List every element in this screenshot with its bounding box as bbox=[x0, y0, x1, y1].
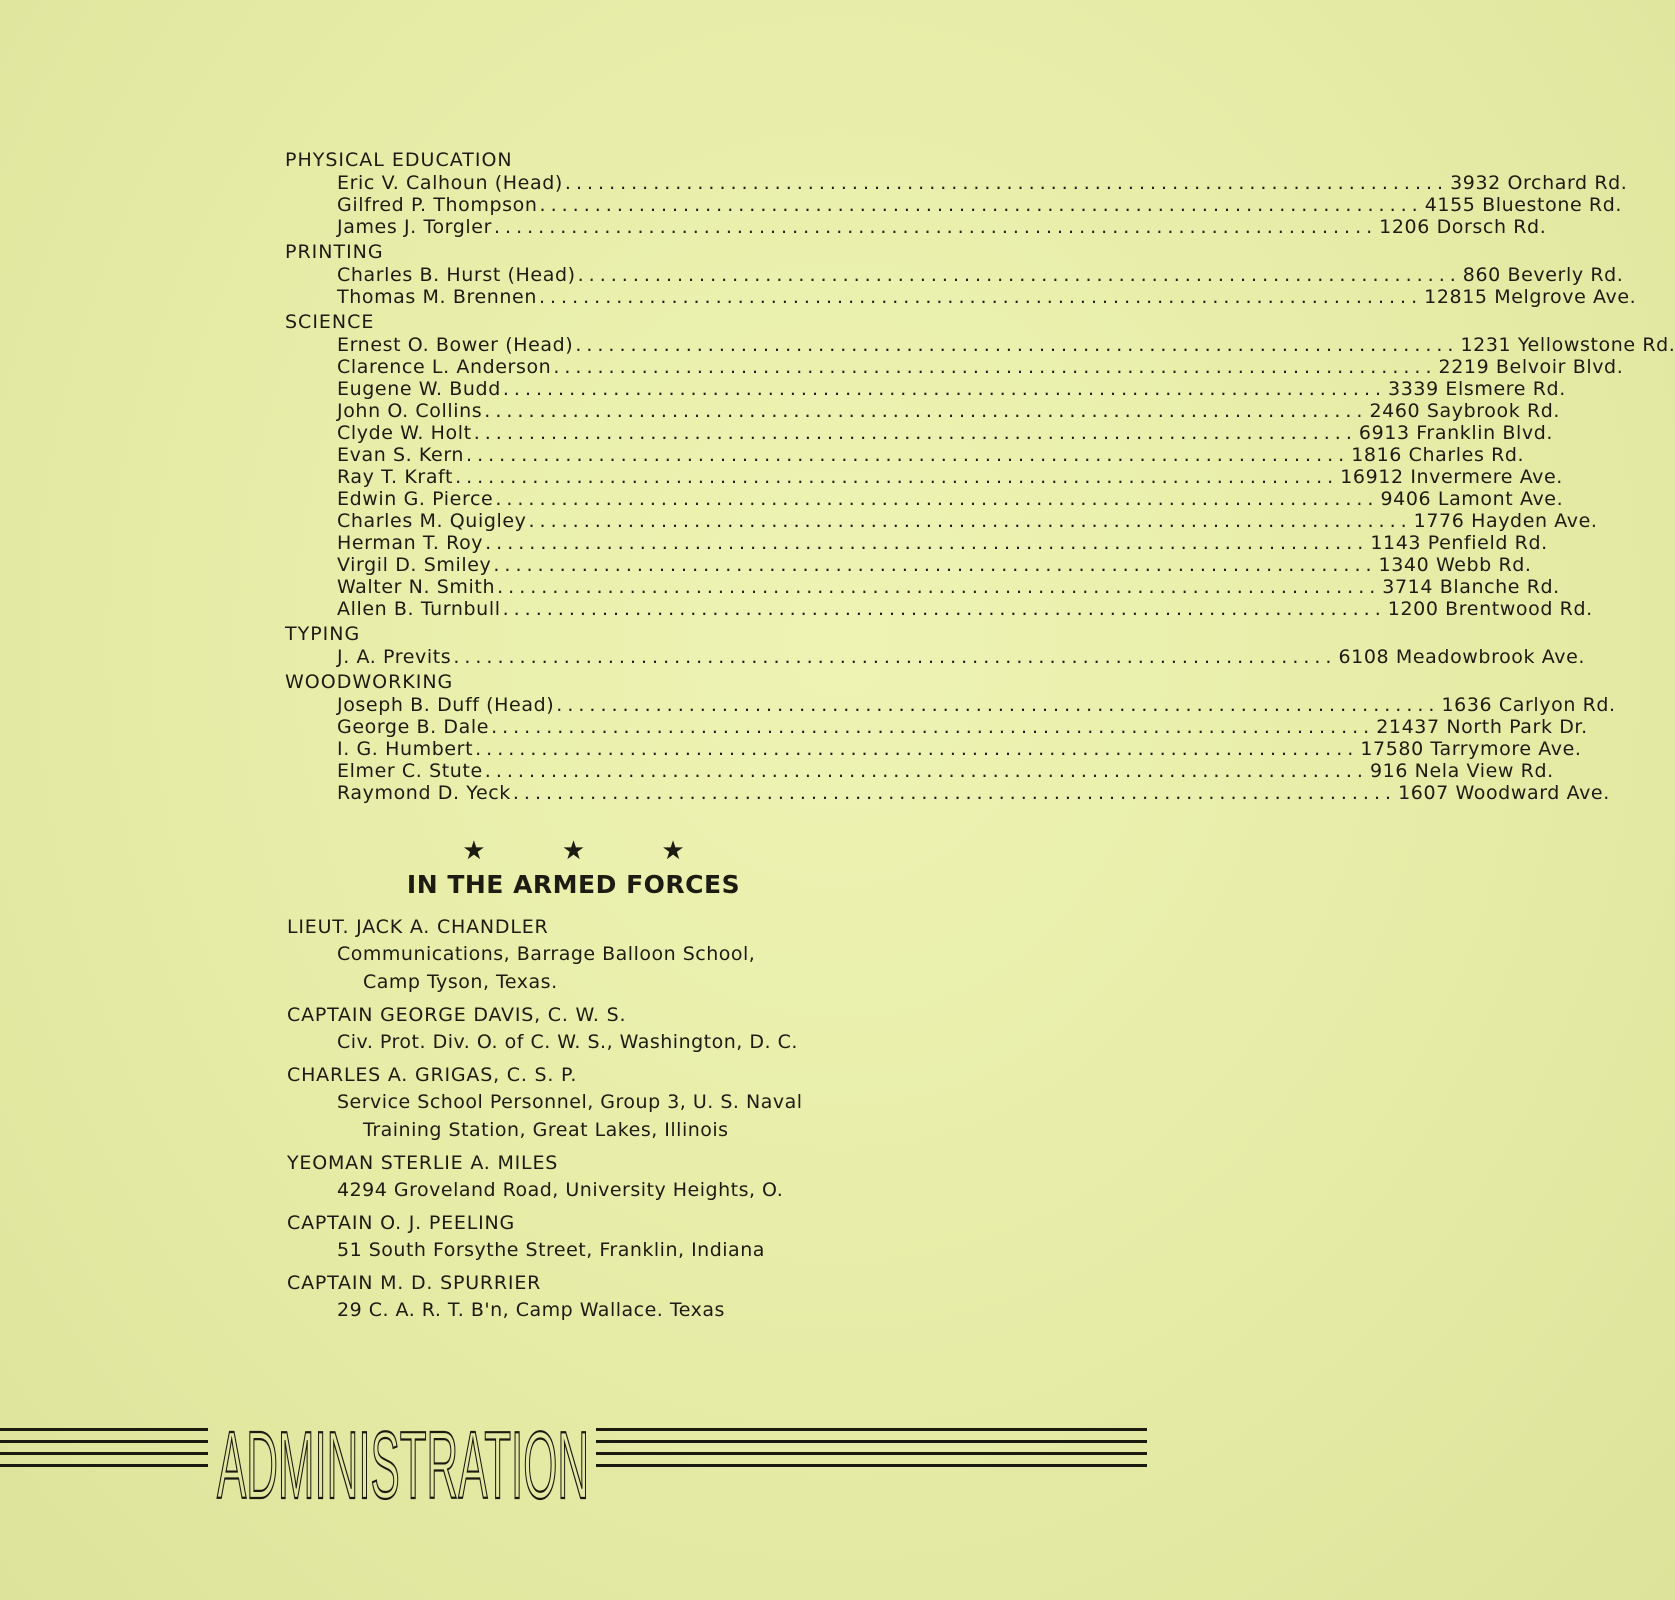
service-member-name: LIEUT. JACK A. CHANDLER bbox=[287, 916, 549, 938]
faculty-entry bbox=[337, 422, 1554, 444]
faculty-name: Ernest O. Bower (Head) bbox=[337, 334, 574, 356]
service-member bbox=[287, 1270, 887, 1324]
banner-text: ADMINISTRATION bbox=[217, 1412, 589, 1519]
faculty-address: 4155 Bluestone Rd. bbox=[1424, 194, 1623, 216]
faculty-address: 3714 Blanche Rd. bbox=[1382, 576, 1560, 598]
faculty-address: 2460 Saybrook Rd. bbox=[1369, 400, 1561, 422]
rule-line bbox=[596, 1440, 1147, 1443]
dot-leader bbox=[556, 694, 1439, 716]
faculty-entry bbox=[337, 554, 1532, 576]
faculty-entry bbox=[337, 334, 1675, 356]
faculty-address: 1776 Hayden Ave. bbox=[1413, 510, 1598, 532]
rule-line bbox=[596, 1428, 1147, 1431]
service-member-detail: Service School Personnel, Group 3, U. S. Naval bbox=[337, 1091, 803, 1113]
dot-leader bbox=[540, 194, 1423, 216]
dot-leader bbox=[475, 738, 1358, 760]
faculty-address: 3339 Elsmere Rd. bbox=[1388, 378, 1566, 400]
faculty-entry bbox=[337, 576, 1560, 598]
dot-leader bbox=[575, 334, 1458, 356]
service-member-name: CAPTAIN O. J. PEELING bbox=[287, 1212, 516, 1234]
dot-leader bbox=[503, 378, 1386, 400]
faculty-name: Clyde W. Holt bbox=[337, 422, 472, 444]
faculty-name: Eric V. Calhoun (Head) bbox=[337, 172, 563, 194]
service-member bbox=[287, 1002, 887, 1056]
dot-leader bbox=[539, 286, 1422, 308]
faculty-name: James J. Torgler bbox=[337, 216, 492, 238]
department-entries bbox=[337, 264, 1637, 308]
faculty-entry bbox=[337, 466, 1563, 488]
faculty-address: 6913 Franklin Blvd. bbox=[1358, 422, 1554, 444]
department-heading: SCIENCE bbox=[285, 311, 375, 333]
faculty-name: Charles B. Hurst (Head) bbox=[337, 264, 576, 286]
armed-forces-title: IN THE ARMED FORCES bbox=[406, 870, 741, 899]
faculty-name: Virgil D. Smiley bbox=[337, 554, 492, 576]
faculty-entry bbox=[337, 532, 1548, 554]
faculty-entry bbox=[337, 286, 1637, 308]
dot-leader bbox=[497, 576, 1380, 598]
faculty-name: George B. Dale bbox=[337, 716, 490, 738]
faculty-address: 1231 Yellowstone Rd. bbox=[1460, 334, 1675, 356]
faculty-entry bbox=[337, 264, 1624, 286]
faculty-entry bbox=[337, 356, 1624, 378]
faculty-name: I. G. Humbert bbox=[337, 738, 474, 760]
service-member-name: CAPTAIN GEORGE DAVIS, C. W. S. bbox=[287, 1004, 627, 1026]
department-heading: TYPING bbox=[285, 623, 361, 645]
faculty-name: Clarence L. Anderson bbox=[337, 356, 552, 378]
right-rule-lines bbox=[596, 1428, 1147, 1476]
dot-leader bbox=[503, 598, 1386, 620]
faculty-name: Edwin G. Pierce bbox=[337, 488, 494, 510]
faculty-entry bbox=[337, 694, 1616, 716]
dot-leader bbox=[485, 760, 1368, 782]
service-member-detail: Civ. Prot. Div. O. of C. W. S., Washington, D. C. bbox=[337, 1031, 798, 1053]
faculty-address: 1607 Woodward Ave. bbox=[1398, 782, 1610, 804]
service-member-detail: 29 C. A. R. T. B'n, Camp Wallace. Texas bbox=[337, 1299, 725, 1321]
faculty-address: 2219 Belvoir Blvd. bbox=[1438, 356, 1624, 378]
department-heading: WOODWORKING bbox=[285, 671, 454, 693]
service-member-detail: 51 South Forsythe Street, Franklin, Indiana bbox=[337, 1239, 765, 1261]
armed-forces-list bbox=[287, 914, 887, 1330]
faculty-name: John O. Collins bbox=[337, 400, 483, 422]
dot-leader bbox=[495, 488, 1378, 510]
faculty-entry bbox=[337, 488, 1564, 510]
faculty-address: 1340 Webb Rd. bbox=[1378, 554, 1532, 576]
faculty-name: J. A. Previts bbox=[337, 646, 452, 668]
rule-line bbox=[0, 1464, 208, 1467]
dot-leader bbox=[455, 466, 1338, 488]
service-member-name: CHARLES A. GRIGAS, C. S. P. bbox=[287, 1064, 578, 1086]
faculty-entry bbox=[337, 716, 1588, 738]
service-member-detail: Training Station, Great Lakes, Illinois bbox=[363, 1119, 729, 1141]
faculty-address: 6108 Meadowbrook Ave. bbox=[1338, 646, 1586, 668]
faculty-address: 1200 Brentwood Rd. bbox=[1387, 598, 1593, 620]
service-member bbox=[287, 1210, 887, 1264]
department-entries bbox=[337, 172, 1628, 238]
faculty-address: 1816 Charles Rd. bbox=[1351, 444, 1525, 466]
faculty-entry bbox=[337, 646, 1586, 668]
department-entries bbox=[337, 646, 1586, 668]
department-heading: PRINTING bbox=[285, 241, 384, 263]
service-member-detail: Camp Tyson, Texas. bbox=[363, 971, 558, 993]
faculty-entry bbox=[337, 216, 1547, 238]
faculty-entry bbox=[337, 738, 1582, 760]
faculty-name: Thomas M. Brennen bbox=[337, 286, 537, 308]
faculty-entry bbox=[337, 172, 1628, 194]
service-member-name: YEOMAN STERLIE A. MILES bbox=[287, 1152, 559, 1174]
faculty-name: Herman T. Roy bbox=[337, 532, 484, 554]
star-divider: ★ ★ ★ bbox=[462, 836, 719, 866]
faculty-entry bbox=[337, 760, 1554, 782]
dot-leader bbox=[453, 646, 1336, 668]
rule-line bbox=[596, 1452, 1147, 1455]
faculty-entry bbox=[337, 378, 1566, 400]
faculty-name: Gilfred P. Thompson bbox=[337, 194, 538, 216]
dot-leader bbox=[474, 422, 1357, 444]
faculty-entry bbox=[337, 598, 1593, 620]
administration-banner bbox=[0, 1398, 1147, 1519]
faculty-address: 16912 Invermere Ave. bbox=[1340, 466, 1563, 488]
dot-leader bbox=[578, 264, 1461, 286]
dot-leader bbox=[484, 400, 1367, 422]
faculty-entry bbox=[337, 400, 1561, 422]
faculty-address: 21437 North Park Dr. bbox=[1376, 716, 1588, 738]
rule-line bbox=[0, 1452, 208, 1455]
faculty-name: Joseph B. Duff (Head) bbox=[337, 694, 555, 716]
faculty-name: Elmer C. Stute bbox=[337, 760, 483, 782]
faculty-directory bbox=[285, 148, 1675, 806]
service-member-detail: 4294 Groveland Road, University Heights, O. bbox=[337, 1179, 784, 1201]
faculty-address: 1636 Carlyon Rd. bbox=[1441, 694, 1616, 716]
faculty-address: 916 Nela View Rd. bbox=[1369, 760, 1554, 782]
faculty-address: 1206 Dorsch Rd. bbox=[1379, 216, 1547, 238]
dot-leader bbox=[493, 554, 1376, 576]
dot-leader bbox=[494, 216, 1377, 238]
department-entries bbox=[337, 334, 1675, 620]
faculty-address: 17580 Tarrymore Ave. bbox=[1360, 738, 1582, 760]
faculty-name: Evan S. Kern bbox=[337, 444, 465, 466]
faculty-entry bbox=[337, 444, 1525, 466]
left-rule-lines bbox=[0, 1428, 208, 1476]
faculty-address: 3932 Orchard Rd. bbox=[1450, 172, 1628, 194]
service-member bbox=[287, 1062, 887, 1144]
faculty-entry bbox=[337, 194, 1623, 216]
faculty-name: Walter N. Smith bbox=[337, 576, 496, 598]
dot-leader bbox=[553, 356, 1436, 378]
service-member-name: CAPTAIN M. D. SPURRIER bbox=[287, 1272, 542, 1294]
faculty-address: 12815 Melgrove Ave. bbox=[1424, 286, 1637, 308]
dot-leader bbox=[565, 172, 1448, 194]
rule-line bbox=[0, 1428, 208, 1431]
faculty-name: Eugene W. Budd bbox=[337, 378, 501, 400]
faculty-name: Ray T. Kraft bbox=[337, 466, 454, 488]
faculty-name: Charles M. Quigley bbox=[337, 510, 527, 532]
faculty-address: 860 Beverly Rd. bbox=[1462, 264, 1624, 286]
dot-leader bbox=[491, 716, 1374, 738]
rule-line bbox=[0, 1440, 208, 1443]
dot-leader bbox=[513, 782, 1396, 804]
faculty-address: 9406 Lamont Ave. bbox=[1380, 488, 1564, 510]
dot-leader bbox=[485, 532, 1368, 554]
faculty-address: 1143 Penfield Rd. bbox=[1370, 532, 1548, 554]
faculty-entry bbox=[337, 782, 1610, 804]
rule-line bbox=[596, 1464, 1147, 1467]
dot-leader bbox=[529, 510, 1412, 532]
dot-leader bbox=[466, 444, 1349, 466]
service-member bbox=[287, 914, 887, 996]
administration-heading bbox=[210, 1398, 596, 1519]
department-entries bbox=[337, 694, 1616, 804]
faculty-entry bbox=[337, 510, 1598, 532]
department-heading: PHYSICAL EDUCATION bbox=[285, 149, 513, 171]
service-member bbox=[287, 1150, 887, 1204]
faculty-name: Allen B. Turnbull bbox=[337, 598, 501, 620]
faculty-name: Raymond D. Yeck bbox=[337, 782, 511, 804]
service-member-detail: Communications, Barrage Balloon School, bbox=[337, 943, 756, 965]
